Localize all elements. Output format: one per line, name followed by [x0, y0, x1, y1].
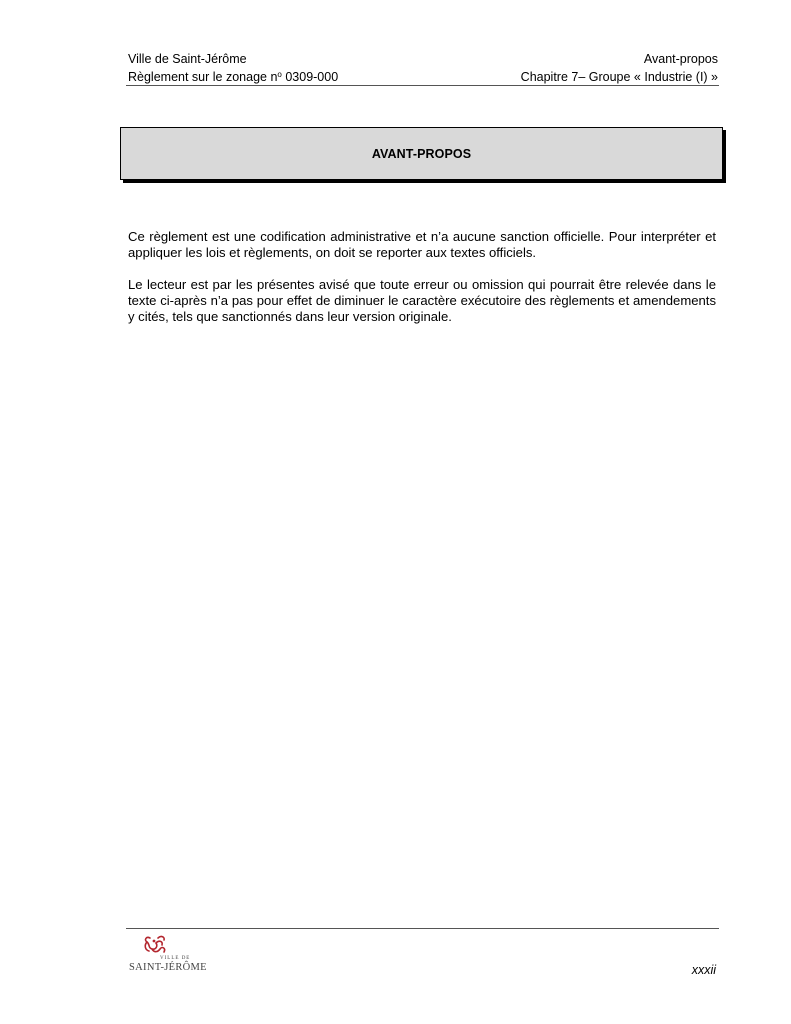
- body-text: [128, 229, 716, 341]
- title-box: [120, 127, 723, 180]
- paragraph-1: Ce règlement est une codification administrative et n’a aucune sanction officielle. Pour interpréter et appliquer les lois et règlements, on doit se reporter aux textes officiels.: [128, 229, 716, 260]
- page-number: xxxii: [691, 963, 716, 977]
- page-header: [128, 50, 718, 86]
- saint-jerome-logo: [128, 932, 218, 976]
- logo-text-bottom: SAINT-JÉRÔME: [129, 962, 207, 973]
- header-row-2: [128, 68, 718, 86]
- paragraph-2: Le lecteur est par les présentes avisé que toute erreur ou omission qui pourrait être relevée dans le texte ci-après n’a pas pour effet de diminuer le caractère exécutoire des règlements et amendements y cités, tels que sanctionnés dans leur version originale.: [128, 277, 716, 324]
- header-city: Ville de Saint-Jérôme: [128, 52, 247, 66]
- footer-divider: [126, 928, 719, 929]
- header-bylaw-suffix: 0309-000: [281, 70, 339, 84]
- header-bylaw-sup: o: [277, 70, 282, 79]
- page-title: AVANT-PROPOS: [371, 146, 472, 161]
- header-bylaw-prefix: Règlement sur le zonage n: [128, 70, 278, 84]
- header-row-1: [128, 50, 718, 68]
- header-section: Avant-propos: [643, 52, 718, 66]
- header-chapter: Chapitre 7– Groupe « Industrie (I) »: [520, 70, 718, 84]
- header-bylaw: [128, 68, 338, 86]
- header-divider: [126, 85, 719, 86]
- logo-text-top: VILLE DE: [160, 956, 191, 961]
